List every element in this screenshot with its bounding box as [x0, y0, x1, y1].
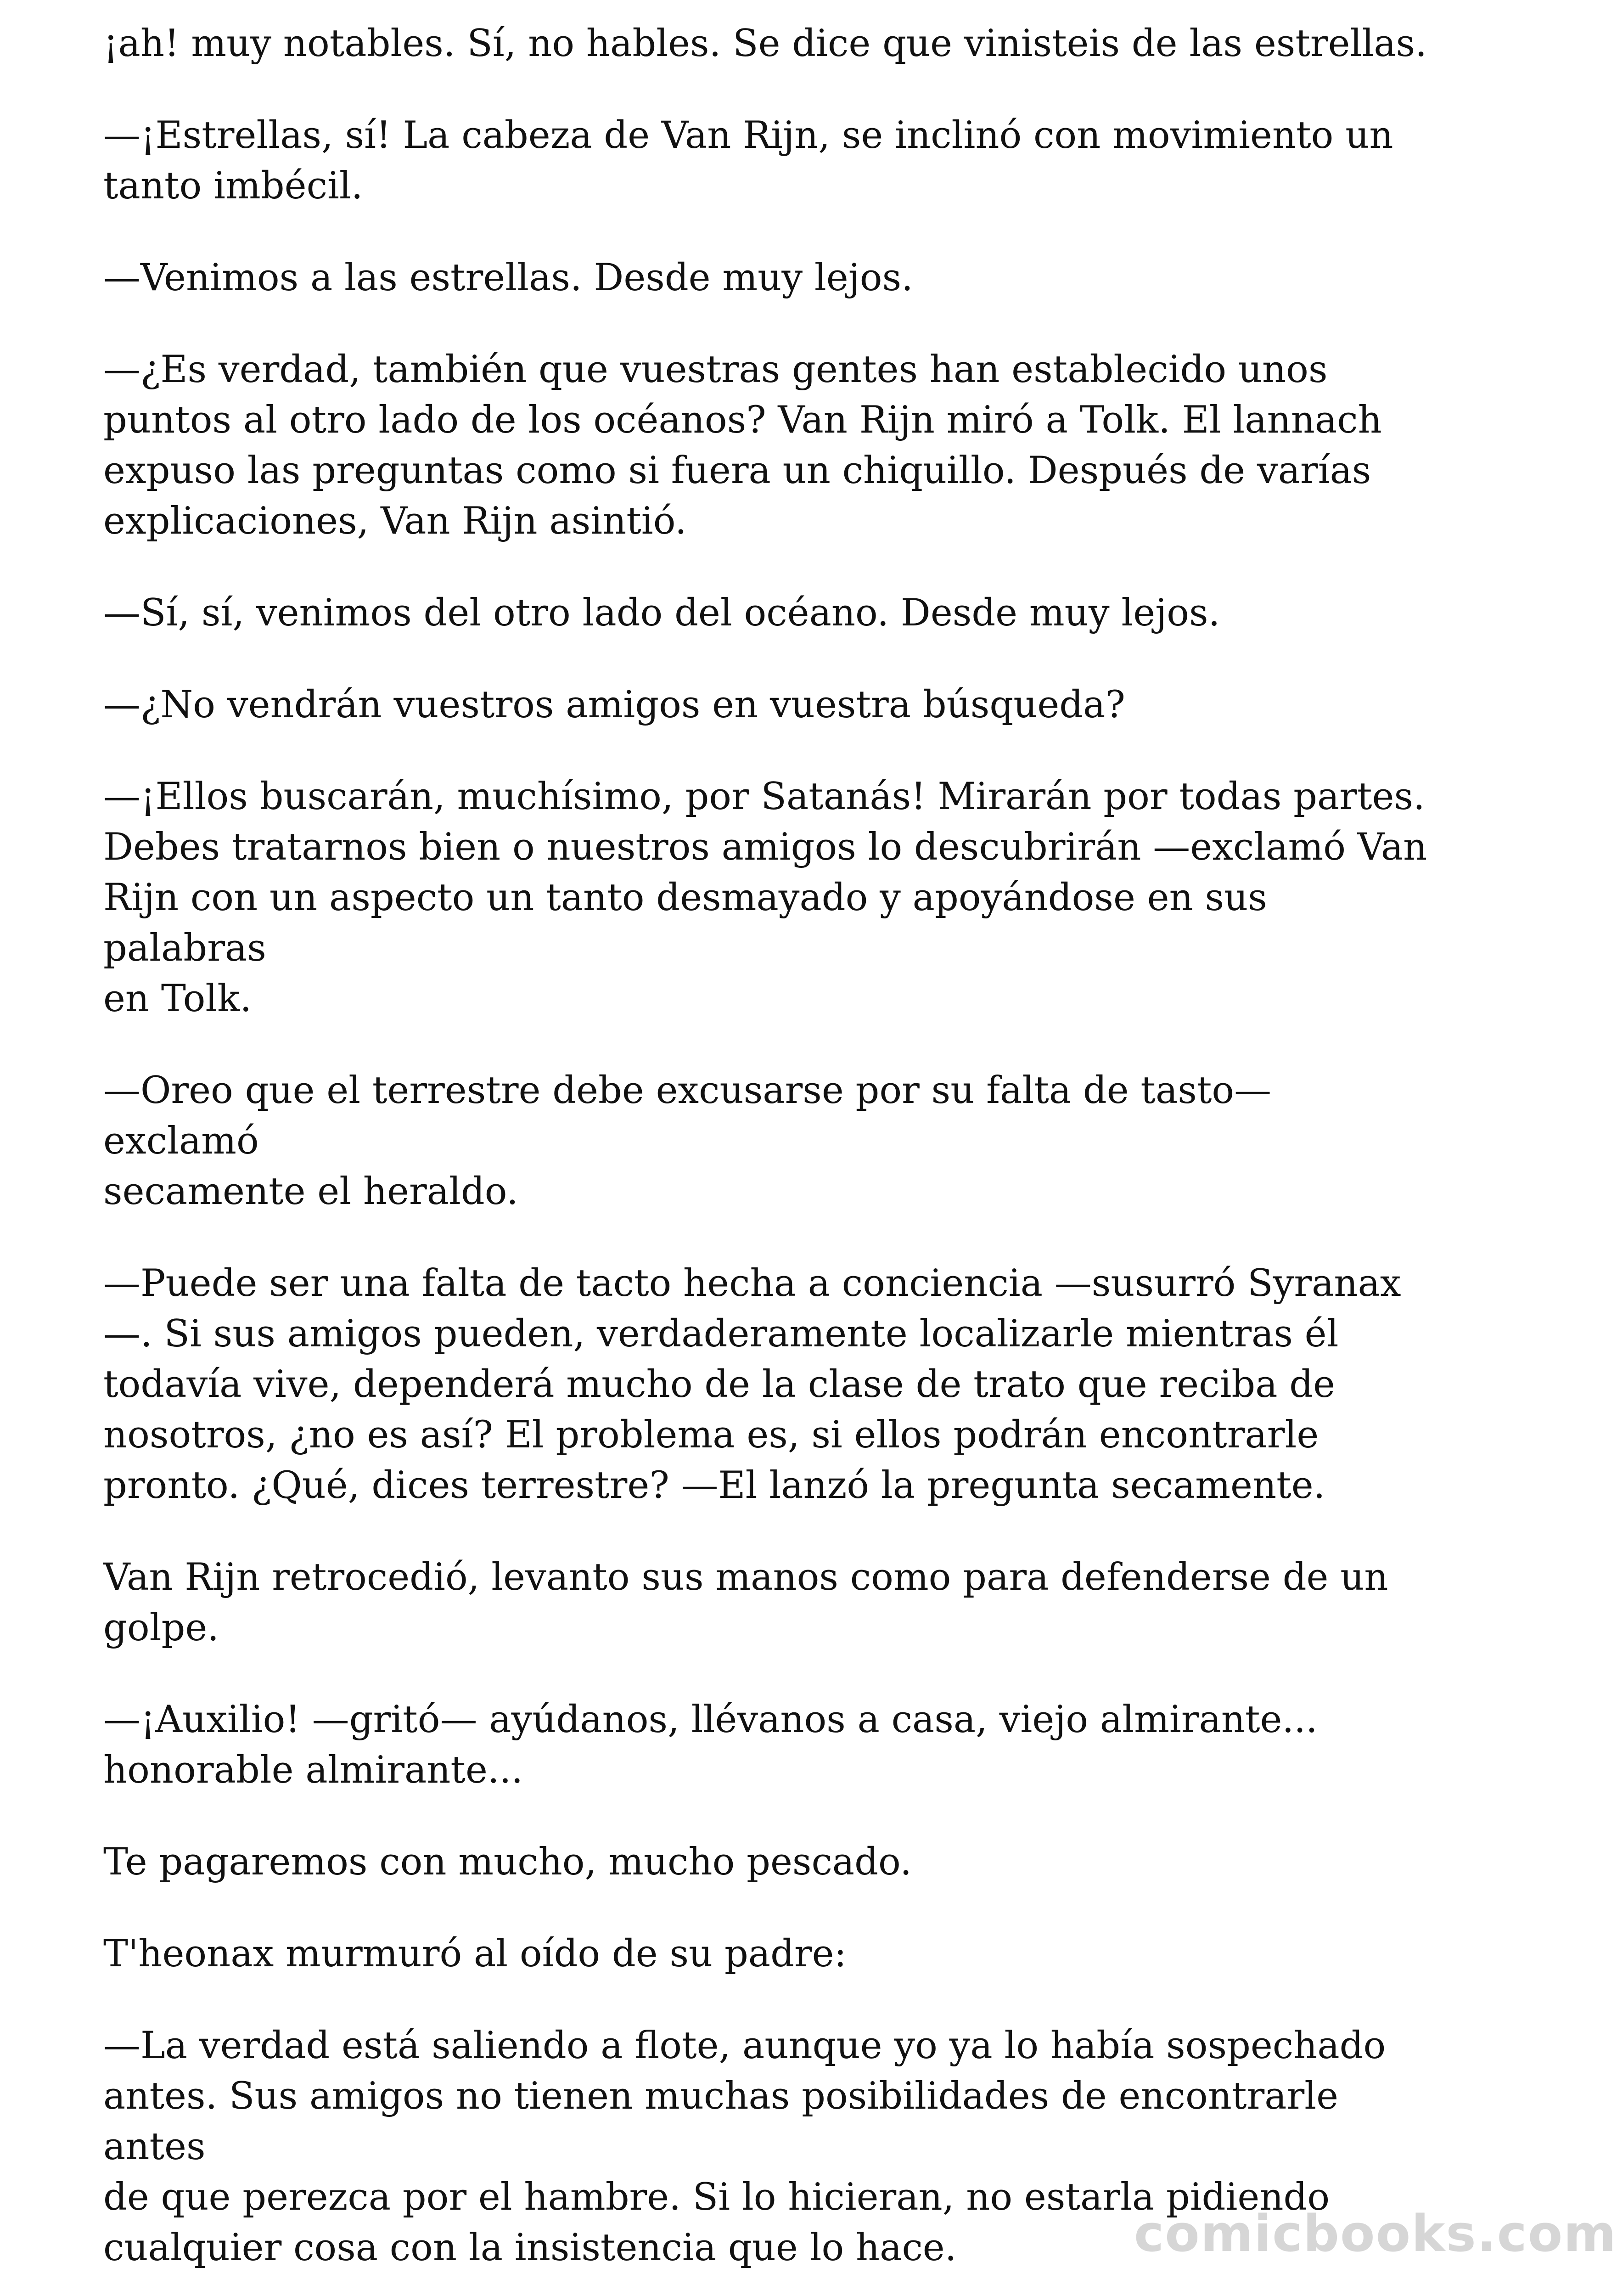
paragraph-14: —La verdad está saliendo a flote, aunque yo ya lo había sospechado antes. Sus amigos no tienen muchas posibilidades de encontrarle antes de que perezca por el hambre. Si lo hicieran, no estarla pidiendo cualquier cosa con la insistencia que lo hace. [103, 2024, 1386, 2269]
paragraph-10: Van Rijn retrocedió, levanto sus manos como para defenderse de un golpe. [103, 1556, 1388, 1649]
paragraph-13: T'heonax murmuró al oído de su padre: [103, 1932, 847, 1975]
paragraph-11: —¡Auxilio! —gritó— ayúdanos, llévanos a casa, viejo almirante... honorable almirante... [103, 1698, 1318, 1792]
paragraph-5: —Sí, sí, venimos del otro lado del océano. Desde muy lejos. [103, 591, 1220, 635]
watermark: comicbooks.com [1134, 2204, 1617, 2263]
paragraph-6: —¿No vendrán vuestros amigos en vuestra búsqueda? [103, 683, 1125, 726]
paragraph-8: —Oreo que el terrestre debe excusarse por su falta de tasto— exclamó secamente el heraldo. [103, 1069, 1272, 1213]
paragraph-3: —Venimos a las estrellas. Desde muy lejos. [103, 256, 913, 299]
paragraph-1: ¡ah! muy notables. Sí, no hables. Se dice que vinisteis de las estrellas. [103, 22, 1427, 65]
paragraph-7: —¡Ellos buscarán, muchísimo, por Satanás! Mirarán por todas partes. Debes tratarnos bien o nuestros amigos lo descubrirán —exclamó Van Rijn con un aspecto un tanto desmayado y apoyándose en sus palabras en Tolk. [103, 775, 1427, 1020]
paragraph-4: —¿Es verdad, también que vuestras gentes han establecido unos puntos al otro lado de los océanos? Van Rijn miró a Tolk. El lannach expuso las preguntas como si fuera un chiquillo. Después de varías explicaciones, Van Rijn asintió. [103, 348, 1382, 543]
paragraph-12: Te pagaremos con mucho, mucho pescado. [103, 1840, 912, 1884]
paragraph-9: —Puede ser una falta de tacto hecha a conciencia —susurró Syranax —. Si sus amigos pueden, verdaderamente localizarle mientras él todavía vive, dependerá mucho de la clase de trato que reciba de nosotros, ¿no es así? El problema es, si ellos podrán encontrarle pronto. ¿Qué, dices terrestre? —El lanzó la pregunta secamente. [103, 1262, 1401, 1507]
paragraph-2: —¡Estrellas, sí! La cabeza de Van Rijn, se inclinó con movimiento un tanto imbécil. [103, 114, 1393, 208]
text-column [103, 18, 1435, 2296]
